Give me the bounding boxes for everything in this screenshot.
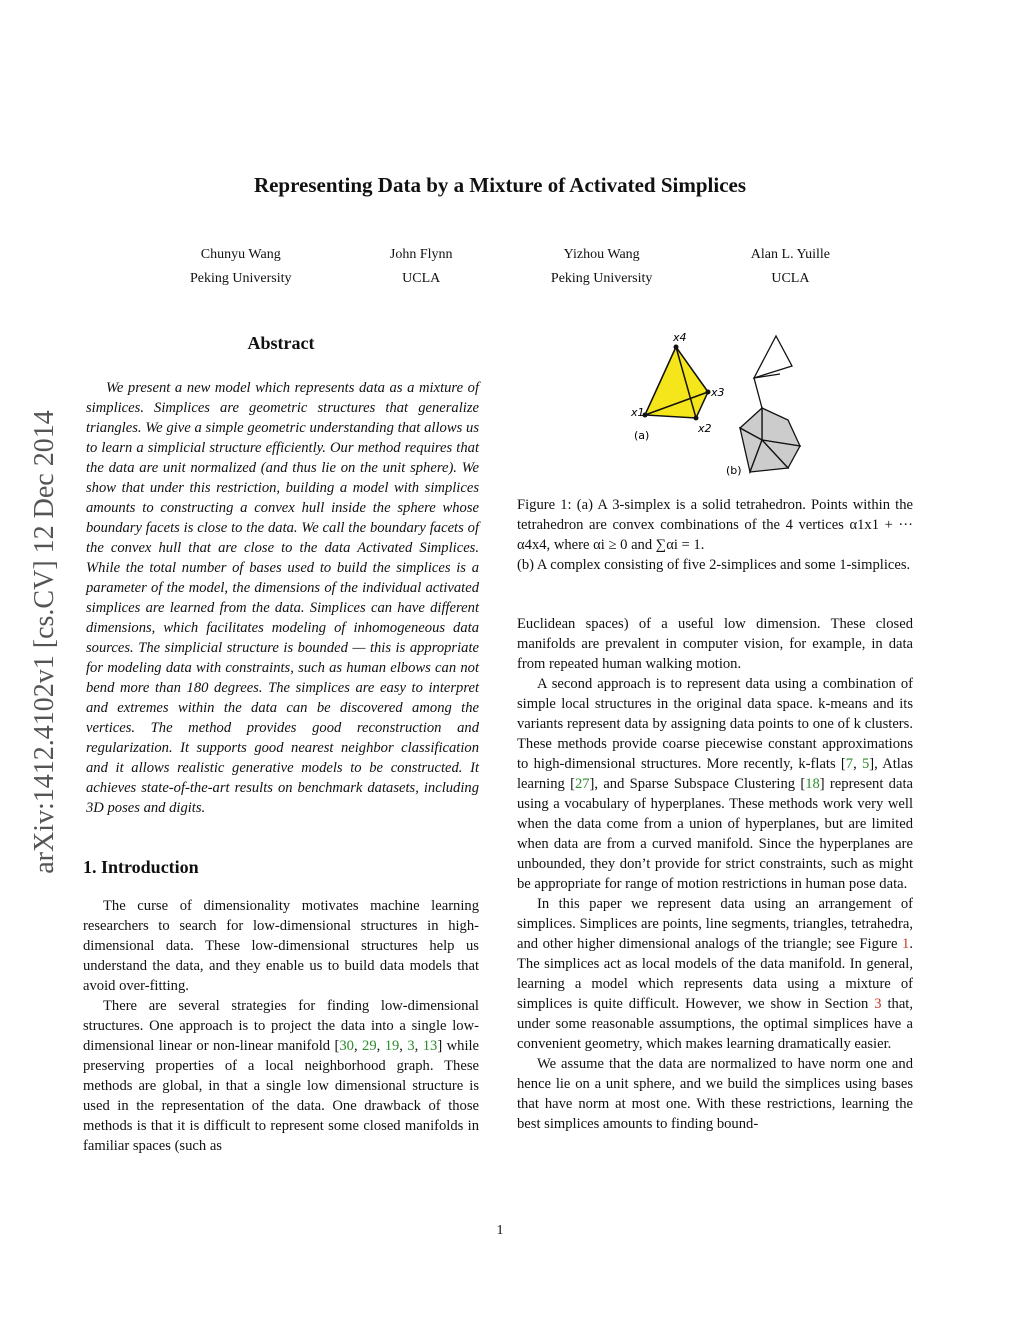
- right-paragraph-1: Euclidean spaces) of a useful low dimension. These closed manifolds are prevalent in computer vision, for example, in data from repeated human walking motion.: [517, 616, 913, 672]
- label-x1: x1: [631, 406, 645, 419]
- paper-title: Representing Data by a Mixture of Activated Simplices: [253, 173, 747, 197]
- author-2: [390, 243, 453, 291]
- simplicial-complex-diagram: [726, 336, 800, 477]
- text-run: There are several strategies for finding low-dimensional structures. One approach is to project the data into a single low-dimensional linear or non-linear manifold [: [83, 998, 479, 1054]
- citation-link[interactable]: 7: [845, 756, 854, 772]
- author-name: Yizhou Wang: [563, 247, 640, 262]
- author-4: [751, 243, 830, 291]
- author-3: [551, 243, 653, 291]
- caption-part: Figure 1: (a) A 3-simplex is a solid tetrahedron. Points within the tetrahedron are convex combinations of the 4 vertices α1x1 + ··· α4x4, where αi ≥ 0 and ∑αi = 1.: [517, 497, 913, 553]
- author-affiliation: Peking University: [550, 271, 653, 286]
- text-run: . The simplices act as local models of the data manifold. In general, learning a model which represents data using a mixture of simplices is quite difficult. However, we show in Section: [517, 936, 913, 1012]
- left-column: [83, 330, 479, 1156]
- tetrahedron-face: [645, 347, 708, 418]
- citation-link[interactable]: 5: [861, 756, 870, 772]
- author-name: Alan L. Yuille: [750, 247, 830, 262]
- abstract-heading: Abstract: [247, 333, 315, 353]
- arxiv-identifier: arXiv:1412.4102v1 [cs.CV] 12 Dec 2014: [29, 410, 60, 874]
- abstract-text: We present a new model which represents data as a mixture of simplices. Simplices are geometric structures that generalize triangles. We give a simple geometric understanding that allows us to learn a simplicial structure efficiently. Our method requires that the data are unit normalized (and thus lie on the unit sphere). We show that under this restriction, building a model with simplices amounts to constructing a convex hull inside the sphere whose boundary facets is close to the data. We call the boundary facets of the convex hull that are close to the data Activated Simplices. While the total number of bases used to build the simplices is a parameter of the model, the dimensions of the individual activated simplices are learned from the data. Simplices can have different dimensions, which facilitates modeling of inhomogeneous data sources. The simplicial structure is bounded — this is appropriate for modeling data with constraints, such as human elbows can not bend more than 180 degrees. The simplices are easy to interpret and extremes within the data can be discovered among the vertices. The method provides good reconstruction and regularization. It supports good nearest neighbor classification and it allows realistic generative models to be constructed. It achieves state-of-the-art results on benchmark datasets, including 3D poses and digits.: [86, 380, 479, 816]
- figure-reference-link[interactable]: 1: [902, 936, 910, 952]
- label-x4: x4: [673, 331, 687, 344]
- text-run: that, under some reasonable assumptions, the optimal simplices have a convenient geometry, which makes learning dramatically easier.: [517, 996, 914, 1052]
- section-reference-link[interactable]: 3: [874, 996, 882, 1012]
- citation-link[interactable]: 30: [339, 1038, 354, 1054]
- citation-link[interactable]: 27: [574, 776, 590, 792]
- author-name: John Flynn: [389, 247, 453, 262]
- author-affiliation: Peking University: [190, 271, 292, 286]
- page-number: 1: [496, 1223, 504, 1238]
- text-run: In this paper we represent data using an arrangement of simplices. Simplices are points, line segments, triangles, tetrahedra, and other higher dimensional analogs of the triangle; see Figure: [517, 896, 913, 952]
- citation-link[interactable]: 3: [407, 1038, 415, 1054]
- intro-paragraph-1: The curse of dimensionality motivates machine learning researchers to search for low-dimensional structures in high-dimensional data. These low-dimensional structures help us understand the data, and they enable us to build data models that avoid over-fitting.: [83, 898, 479, 994]
- author-1: [190, 243, 292, 291]
- text-run: ], and Sparse Subspace Clustering [: [589, 776, 806, 792]
- caption-part: (b) A complex consisting of five 2-simplices and some 1-simplices.: [517, 557, 911, 573]
- section-heading-introduction: 1. Introduction: [83, 857, 199, 877]
- tetrahedron-diagram: [630, 331, 725, 442]
- author-affiliation: UCLA: [771, 271, 810, 286]
- right-paragraph-4: We assume that the data are normalized to have norm one and hence lie on a unit sphere, and we build the simplices using bases that have norm at most one. With these restrictions, learning the best simplices amounts to finding bound-: [517, 1056, 913, 1132]
- vertex-dot: [674, 345, 679, 350]
- vertex-dot: [694, 416, 699, 421]
- complex-edge: [754, 374, 780, 408]
- author-list: [190, 243, 830, 291]
- author-name: Chunyu Wang: [200, 247, 281, 262]
- citation-link[interactable]: 13: [422, 1038, 438, 1054]
- intro-paragraph-2: There are several strategies for finding low-dimensional structures. One approach is to project the data into a single low-dimensional linear or non-linear manifold [30, 29, 19, 3, 13] while preserving properties of a local neighborhood graph. These methods are global, in that a single low dimensional structure is used in the representation of the data. One drawback of those methods is that it is difficult to represent some closed manifolds in familiar spaces (such as: [83, 998, 480, 1154]
- text-run: ] represent data using a vocabulary of hyperplanes. These methods work very well when the data come from a union of hyperplanes, but are limited when data are from a curved manifold. Since the hyperplanes are unbounded, they don’t provide for strict constraints, such as might be appropriate for range of motion restrictions in human pose data.: [517, 776, 913, 892]
- complex-white-triangle: [754, 336, 792, 378]
- citation-link[interactable]: 18: [805, 776, 820, 792]
- text-run: ], Atlas learning [: [517, 756, 914, 792]
- label-x3: x3: [711, 386, 725, 399]
- text-run: A second approach is to represent data using a combination of simple local structures in the original data space. k-means and its variants represent data by assigning data points to one of k clusters. These methods provide coarse piecewise constant approximations to high-dimensional structures. More recently, k-flats [: [517, 676, 913, 772]
- citation-link[interactable]: 29: [362, 1038, 377, 1054]
- author-affiliation: UCLA: [402, 271, 441, 286]
- figure-1-simplices: [600, 330, 840, 480]
- citation-link[interactable]: 19: [384, 1038, 400, 1054]
- label-x2: x2: [698, 422, 712, 435]
- label-b: (b): [726, 464, 742, 477]
- right-paragraph-2: A second approach is to represent data using a combination of simple local structures in the original data space. k-means and its variants represent data by assigning data points to one of k clusters. These methods provide coarse piecewise constant approximations to high-dimensional structures. More recently, k-flats [7, 5], Atlas learning [27], and Sparse Subspace Clustering [18] represent data using a vocabulary of hyperplanes. These methods work very well when the data come from a union of hyperplanes, but are limited when data are from a curved manifold. Since the hyperplanes are unbounded, they don’t provide for strict constraints, such as might be appropriate for range of motion restrictions in human pose data.: [517, 676, 914, 892]
- right-column: [517, 614, 913, 1134]
- label-a: (a): [634, 429, 650, 442]
- right-paragraph-3: [517, 894, 913, 1054]
- text-run: ] while preserving properties of a local neighborhood graph. These methods are global, in that a single low dimensional structure is used in the representation of the data. One drawback of those methods is that it is difficult to represent some closed manifolds in familiar spaces (such as: [83, 1038, 480, 1154]
- vertex-dot: [706, 390, 711, 395]
- figure-1-caption: [517, 495, 913, 575]
